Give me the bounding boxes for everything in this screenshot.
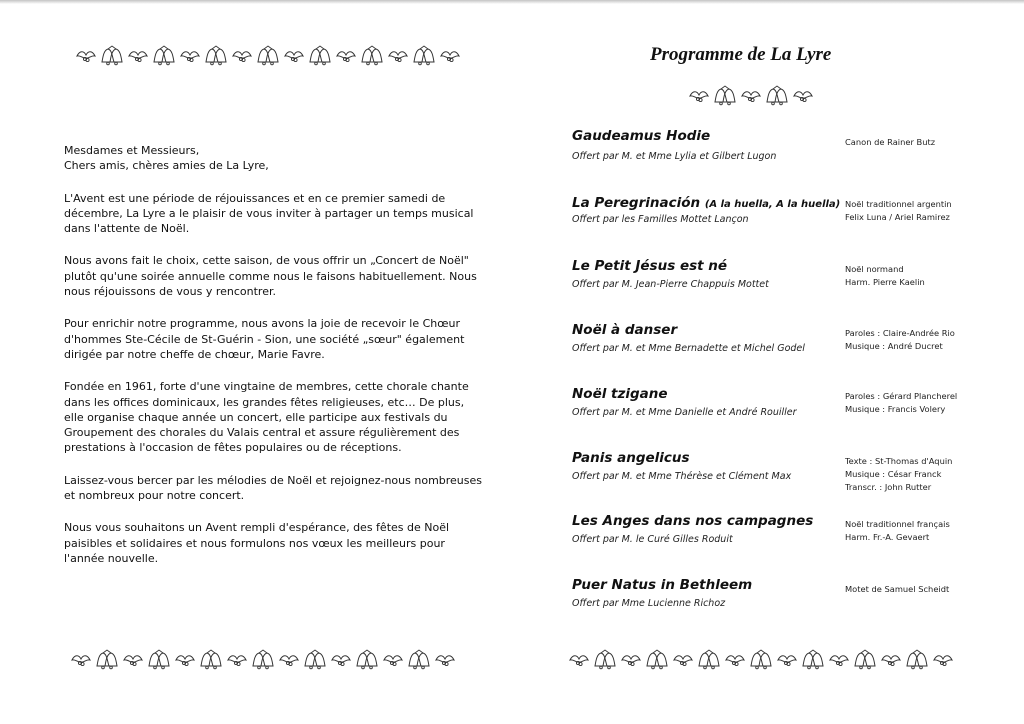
piece-credits: Noël traditionnel argentin Felix Luna / Ariel Ramirez bbox=[845, 199, 952, 222]
greeting-line-2: Chers amis, chères amies de La Lyre, bbox=[64, 159, 269, 173]
bell-icon bbox=[255, 45, 281, 67]
holly-icon bbox=[724, 650, 746, 670]
bell-icon bbox=[99, 45, 125, 67]
holly-icon bbox=[382, 650, 404, 670]
piece-offer: Offert par M. et Mme Thérèse et Clément Max bbox=[572, 471, 792, 482]
piece-title: Puer Natus in Bethleem bbox=[572, 577, 753, 593]
bell-icon bbox=[696, 649, 722, 671]
letter-paragraph: L'Avent est une période de réjouissances et en ce premier samedi de décembre, La Lyre a le plaisir de vous inviter à partager un temps musical dans l'attente de Noël. bbox=[64, 191, 474, 236]
holly-icon bbox=[335, 46, 357, 66]
bell-icon bbox=[203, 45, 229, 67]
holly-icon bbox=[330, 650, 352, 670]
bell-icon bbox=[904, 649, 930, 671]
holly-icon bbox=[226, 650, 248, 670]
piece-title: Gaudeamus Hodie bbox=[572, 128, 711, 144]
bell-icon bbox=[800, 649, 826, 671]
holly-icon bbox=[283, 46, 305, 66]
greeting-line-1: Mesdames et Messieurs, bbox=[64, 144, 200, 157]
letter-paragraph: Laissez-vous bercer par les mélodies de Noël et rejoignez-nous nombreuses et nombreux pour notre concert. bbox=[64, 473, 483, 503]
bell-icon bbox=[146, 649, 172, 671]
piece-title: Les Anges dans nos campagnes bbox=[572, 513, 814, 529]
garland-bottom-left bbox=[70, 648, 456, 672]
holly-icon bbox=[776, 650, 798, 670]
holly-icon bbox=[75, 46, 97, 66]
bell-icon bbox=[592, 649, 618, 671]
garland-top-left bbox=[75, 44, 461, 68]
letter-paragraph: Nous avons fait le choix, cette saison, de vous offrir un „Concert de Noël" plutôt qu'une soirée annuelle comme nous le faisons habituellement. Nous nous réjouissons de vous y rencontrer. bbox=[64, 254, 477, 299]
holly-icon bbox=[70, 650, 92, 670]
holly-icon bbox=[568, 650, 590, 670]
holly-icon bbox=[439, 46, 461, 66]
letter-paragraph: Nous vous souhaitons un Avent rempli d'espérance, des fêtes de Noël paisibles et solidaires et nous formulons nos vœux les meilleurs pour l'année nouvelle. bbox=[64, 521, 450, 565]
bell-icon bbox=[644, 649, 670, 671]
piece-credits: Noël traditionnel français Harm. Fr.-A. Gevaert bbox=[845, 519, 950, 542]
piece-title: Le Petit Jésus est né bbox=[572, 258, 728, 274]
bell-icon bbox=[354, 649, 380, 671]
piece-title: Panis angelicus bbox=[572, 450, 690, 466]
holly-icon bbox=[880, 650, 902, 670]
holly-icon bbox=[174, 650, 196, 670]
bell-icon bbox=[198, 649, 224, 671]
holly-icon bbox=[932, 650, 954, 670]
holly-icon bbox=[672, 650, 694, 670]
piece-credits: Canon de Rainer Butz bbox=[845, 137, 936, 147]
bell-icon bbox=[764, 85, 790, 107]
garland-bottom-right bbox=[568, 648, 954, 672]
piece-offer: Offert par les Familles Mottet Lançon bbox=[572, 214, 749, 225]
holly-icon bbox=[278, 650, 300, 670]
holly-icon bbox=[828, 650, 850, 670]
bell-icon bbox=[359, 45, 385, 67]
holly-icon bbox=[620, 650, 642, 670]
holly-icon bbox=[127, 46, 149, 66]
holly-icon bbox=[387, 46, 409, 66]
bell-icon bbox=[250, 649, 276, 671]
piece-credits: Paroles : Claire-Andrée Rio Musique : André Ducret bbox=[845, 328, 955, 351]
piece-credits: Noël normand Harm. Pierre Kaelin bbox=[845, 264, 925, 287]
bell-icon bbox=[712, 85, 738, 107]
holly-icon bbox=[740, 86, 762, 106]
letter-paragraph: Fondée en 1961, forte d'une vingtaine de membres, cette chorale chante dans les offices dominicaux, les grandes fêtes religieuses, etc… De plus, elle organise chaque année un concert, elle participe aux festivals du Groupement des chorales du Valais central et assure régulièrement des prestations à l'occasion de fêtes populaires ou de réceptions. bbox=[64, 380, 469, 455]
bell-icon bbox=[94, 649, 120, 671]
piece-title: La Peregrinación (A la huella, A la huella) bbox=[572, 195, 841, 211]
bell-icon bbox=[302, 649, 328, 671]
bell-icon bbox=[406, 649, 432, 671]
piece-offer: Offert par Mme Lucienne Richoz bbox=[572, 598, 726, 609]
holly-icon bbox=[434, 650, 456, 670]
holly-icon bbox=[122, 650, 144, 670]
piece-credits: Texte : St-Thomas d'Aquin Musique : César Franck Transcr. : John Rutter bbox=[845, 456, 953, 492]
right-page bbox=[512, 0, 1024, 724]
piece-offer: Offert par M. et Mme Danielle et André Rouiller bbox=[572, 407, 797, 418]
programme-title: Programme de La Lyre bbox=[650, 44, 832, 65]
piece-offer: Offert par M. et Mme Lylia et Gilbert Lugon bbox=[572, 151, 777, 162]
bell-icon bbox=[748, 649, 774, 671]
holly-icon bbox=[688, 86, 710, 106]
letter-paragraph: Pour enrichir notre programme, nous avons la joie de recevoir le Chœur d'hommes Ste-Cécile de St-Guérin - Sion, une société „sœur" également dirigée par notre cheffe de chœur, Marie Favre. bbox=[64, 317, 465, 361]
piece-credits: Paroles : Gérard Plancherel Musique : Francis Volery bbox=[845, 391, 958, 414]
holly-icon bbox=[179, 46, 201, 66]
garland-title bbox=[688, 84, 814, 108]
letter-body bbox=[64, 143, 484, 583]
bell-icon bbox=[151, 45, 177, 67]
piece-subtitle: (A la huella, A la huella) bbox=[704, 199, 841, 210]
holly-icon bbox=[231, 46, 253, 66]
bell-icon bbox=[852, 649, 878, 671]
piece-offer: Offert par M. et Mme Bernadette et Michel Godel bbox=[572, 343, 805, 354]
bell-icon bbox=[307, 45, 333, 67]
piece-credits: Motet de Samuel Scheidt bbox=[845, 584, 950, 594]
bell-icon bbox=[411, 45, 437, 67]
holly-icon bbox=[792, 86, 814, 106]
piece-title: Noël tzigane bbox=[572, 386, 668, 402]
piece-offer: Offert par M. le Curé Gilles Roduit bbox=[572, 534, 733, 545]
piece-title: Noël à danser bbox=[572, 322, 678, 338]
piece-offer: Offert par M. Jean-Pierre Chappuis Mottet bbox=[572, 279, 769, 290]
